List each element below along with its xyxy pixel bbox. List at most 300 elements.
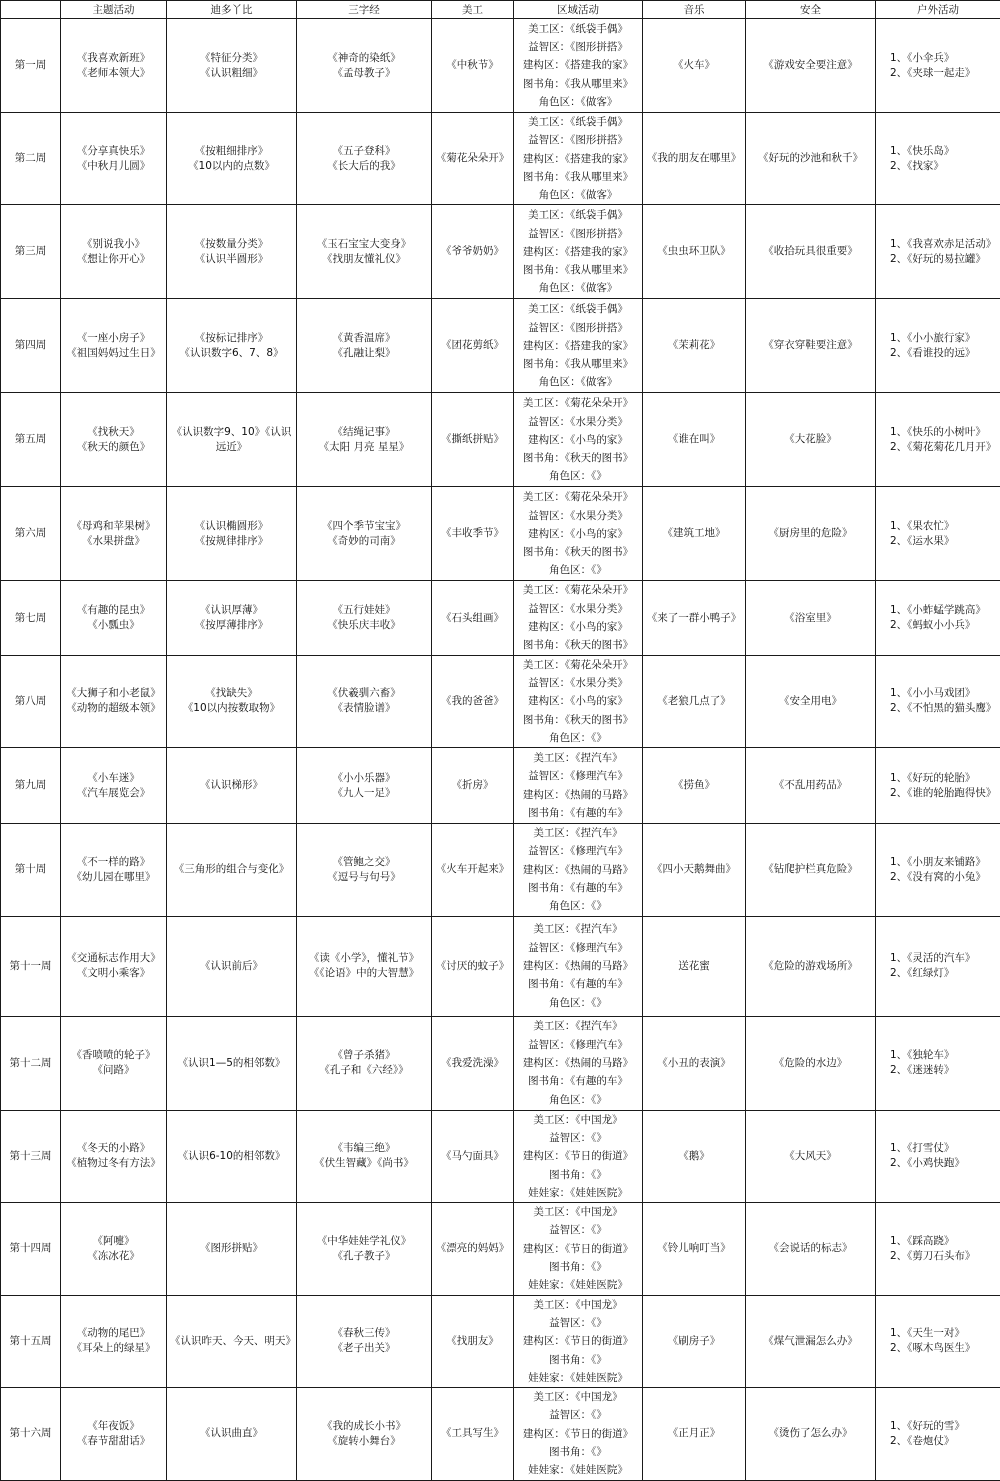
outdoor-line: 1、《天生一对》 [890, 1326, 997, 1341]
table-row [1, 205, 1000, 299]
music-cell [643, 1016, 746, 1110]
classic-line: 《伏生智藏》《尚书》 [300, 1156, 428, 1171]
classic-line: 《孔融让梨》 [300, 346, 428, 361]
header-music: 音乐 [643, 1, 746, 19]
music-cell [643, 113, 746, 205]
safety-cell [746, 916, 876, 1016]
header-classic: 三字经 [297, 1, 432, 19]
math-cell [167, 1016, 297, 1110]
outdoor-line: 1、《小蚱蜢学跳高》 [890, 603, 997, 618]
theme-cell [61, 916, 167, 1016]
region-cell [514, 581, 643, 655]
theme-cell [61, 19, 167, 113]
math-cell [167, 205, 297, 299]
region-line: 美工区：《纸袋手偶》 [517, 113, 639, 131]
math-line: 《认识昨天、今天、明天》 [170, 1334, 293, 1349]
art-line: 《找朋友》 [435, 1334, 510, 1349]
theme-line: 《找秋天》 [64, 425, 163, 440]
music-line: 《我的朋友在哪里》 [646, 151, 742, 166]
music-line: 《正月正》 [646, 1426, 742, 1441]
safety-cell [746, 393, 876, 487]
region-line: 美工区：《中国龙》 [517, 1111, 639, 1129]
region-cell [514, 1016, 643, 1110]
art-cell [432, 748, 514, 824]
math-line: 《特征分类》 [170, 51, 293, 66]
art-cell [432, 1295, 514, 1387]
classic-line: 《小小乐器》 [300, 771, 428, 786]
safety-line: 《不乱用药品》 [749, 778, 872, 793]
week-label: 第八周 [1, 655, 61, 747]
theme-line: 《别说我小》 [64, 237, 163, 252]
classic-line: 《五行娃娃》 [300, 603, 428, 618]
table-row [1, 1203, 1000, 1295]
classic-cell [297, 916, 432, 1016]
outdoor-line: 2、《夹球一起走》 [890, 66, 997, 81]
classic-cell [297, 748, 432, 824]
header-region: 区域活动 [514, 1, 643, 19]
classic-line: 《奇妙的司南》 [300, 534, 428, 549]
theme-line: 《年夜饭》 [64, 1419, 163, 1434]
region-line: 益智区：《》 [517, 1221, 639, 1239]
classic-cell [297, 1295, 432, 1387]
outdoor-cell [876, 1295, 1000, 1387]
table-row [1, 19, 1000, 113]
region-line: 美工区：《中国龙》 [517, 1203, 639, 1221]
classic-cell [297, 1110, 432, 1202]
math-line: 《三角形的组合与变化》 [170, 862, 293, 877]
classic-line: 《找朋友懂礼仪》 [300, 252, 428, 267]
region-line: 图书角：《我从哪里来》 [517, 75, 639, 93]
region-line: 益智区：《图形拼搭》 [517, 319, 639, 337]
theme-line: 《幼儿园在哪里》 [64, 870, 163, 885]
math-cell [167, 1388, 297, 1480]
theme-line: 《水果拼盘》 [64, 534, 163, 549]
theme-line: 《小车迷》 [64, 771, 163, 786]
safety-line: 《收拾玩具很重要》 [749, 244, 872, 259]
region-cell [514, 1295, 643, 1387]
music-line: 《谁在叫》 [646, 432, 742, 447]
classic-line: 《读《小学》，懂礼节》 [300, 951, 428, 966]
theme-cell [61, 393, 167, 487]
region-line: 益智区：《水果分类》 [517, 674, 639, 692]
theme-line: 《想让你开心》 [64, 252, 163, 267]
math-line: 《认识数字9、10》《认识远近》 [170, 425, 293, 455]
outdoor-line: 2、《小鸡快跑》 [890, 1156, 997, 1171]
region-line: 美工区：《菊花朵朵开》 [517, 488, 639, 506]
region-line: 益智区：《图形拼搭》 [517, 38, 639, 56]
week-label: 第十一周 [1, 916, 61, 1016]
region-cell [514, 205, 643, 299]
art-cell [432, 113, 514, 205]
theme-line: 《阿嚏》 [64, 1234, 163, 1249]
outdoor-cell [876, 1016, 1000, 1110]
region-line: 图书角：《我从哪里来》 [517, 261, 639, 279]
math-line: 《找缺失》 [170, 686, 293, 701]
region-line: 益智区：《图形拼搭》 [517, 131, 639, 149]
theme-line: 《冬天的小路》 [64, 1141, 163, 1156]
region-line: 美工区：《捏汽车》 [517, 749, 639, 767]
classic-line: 《九人一足》 [300, 786, 428, 801]
table-row [1, 299, 1000, 393]
week-label: 第一周 [1, 19, 61, 113]
music-line: 《四小天鹅舞曲》 [646, 862, 742, 877]
safety-line: 《大风天》 [749, 1149, 872, 1164]
region-line: 美工区：《中国龙》 [517, 1388, 639, 1406]
region-line: 图书角：《我从哪里来》 [517, 168, 639, 186]
safety-line: 《厨房里的危险》 [749, 526, 872, 541]
region-line: 建构区：《热闹的马路》 [517, 1054, 639, 1072]
outdoor-cell [876, 1110, 1000, 1202]
music-cell [643, 19, 746, 113]
theme-cell [61, 1110, 167, 1202]
art-cell [432, 916, 514, 1016]
classic-line: 《四个季节宝宝》 [300, 519, 428, 534]
classic-line: 《孔子和《六经》》 [300, 1063, 428, 1078]
theme-cell [61, 1388, 167, 1480]
region-line: 图书角：《秋天的图书》 [517, 449, 639, 467]
safety-line: 《好玩的沙池和秋千》 [749, 151, 872, 166]
art-line: 《漂亮的妈妈》 [435, 1241, 510, 1256]
region-line: 美工区：《纸袋手偶》 [517, 300, 639, 318]
region-line: 美工区：《捏汽车》 [517, 824, 639, 842]
music-line: 《茉莉花》 [646, 338, 742, 353]
theme-cell [61, 113, 167, 205]
table-row [1, 1110, 1000, 1202]
safety-line: 《钻爬护栏真危险》 [749, 862, 872, 877]
safety-cell [746, 487, 876, 581]
region-line: 角色区：《》 [517, 561, 639, 579]
table-row [1, 393, 1000, 487]
classic-line: 《韦编三绝》 [300, 1141, 428, 1156]
music-cell [643, 299, 746, 393]
week-label: 第十三周 [1, 1110, 61, 1202]
region-line: 图书角：《有趣的车》 [517, 975, 639, 993]
safety-line: 《大花脸》 [749, 432, 872, 447]
classic-line: 《孟母教子》 [300, 66, 428, 81]
classic-cell [297, 393, 432, 487]
region-cell [514, 487, 643, 581]
classic-line: 《曾子杀猪》 [300, 1048, 428, 1063]
music-line: 《火车》 [646, 58, 742, 73]
math-line: 《按厚薄排序》 [170, 618, 293, 633]
art-cell [432, 1203, 514, 1295]
art-line: 《中秋节》 [435, 58, 510, 73]
math-cell [167, 393, 297, 487]
art-cell [432, 581, 514, 655]
theme-cell [61, 205, 167, 299]
safety-cell [746, 19, 876, 113]
classic-line: 《表情脸谱》 [300, 701, 428, 716]
math-line: 《10以内按数取物》 [170, 701, 293, 716]
safety-cell [746, 1203, 876, 1295]
math-cell [167, 824, 297, 916]
safety-line: 《煤气泄漏怎么办》 [749, 1334, 872, 1349]
theme-line: 《动物的超级本领》 [64, 701, 163, 716]
header-math: 迪多丫比 [167, 1, 297, 19]
outdoor-cell [876, 916, 1000, 1016]
region-line: 娃娃家：《娃娃医院》 [517, 1276, 639, 1294]
week-label: 第十四周 [1, 1203, 61, 1295]
art-line: 《爷爷奶奶》 [435, 244, 510, 259]
math-line: 《认识厚薄》 [170, 603, 293, 618]
outdoor-cell [876, 581, 1000, 655]
region-line: 角色区：《》 [517, 994, 639, 1012]
classic-line: 《玉石宝宝大变身》 [300, 237, 428, 252]
outdoor-line: 2、《啄木鸟医生》 [890, 1341, 997, 1356]
classic-line: 《旋转小舞台》 [300, 1434, 428, 1449]
region-line: 益智区：《》 [517, 1129, 639, 1147]
region-line: 益智区：《》 [517, 1314, 639, 1332]
safety-cell [746, 824, 876, 916]
classic-line: 《结绳记事》 [300, 425, 428, 440]
art-line: 《马勺面具》 [435, 1149, 510, 1164]
outdoor-line: 1、《好玩的轮胎》 [890, 771, 997, 786]
art-line: 《团花剪纸》 [435, 338, 510, 353]
outdoor-cell [876, 205, 1000, 299]
classic-line: 《中华娃娃学礼仪》 [300, 1234, 428, 1249]
classic-line: 《伏羲驯六畜》 [300, 686, 428, 701]
region-line: 建构区：《节日的街道》 [517, 1147, 639, 1165]
theme-line: 《耳朵上的绿星》 [64, 1341, 163, 1356]
region-cell [514, 1388, 643, 1480]
theme-line: 《有趣的昆虫》 [64, 603, 163, 618]
classic-line: 《黄香温席》 [300, 331, 428, 346]
math-cell [167, 113, 297, 205]
classic-cell [297, 205, 432, 299]
outdoor-cell [876, 299, 1000, 393]
classic-cell [297, 655, 432, 747]
music-cell [643, 916, 746, 1016]
region-line: 角色区：《做客》 [517, 373, 639, 391]
theme-line: 《老师本领大》 [64, 66, 163, 81]
outdoor-line: 2、《蚂蚁小小兵》 [890, 618, 997, 633]
theme-line: 《汽车展览会》 [64, 786, 163, 801]
classic-line: 《我的成长小书》 [300, 1419, 428, 1434]
region-line: 建构区：《节日的街道》 [517, 1240, 639, 1258]
header-theme: 主题活动 [61, 1, 167, 19]
math-line: 《认识曲直》 [170, 1426, 293, 1441]
outdoor-line: 1、《独轮车》 [890, 1048, 997, 1063]
outdoor-line: 2、《迷迷转》 [890, 1063, 997, 1078]
week-label: 第十二周 [1, 1016, 61, 1110]
outdoor-line: 1、《打雪仗》 [890, 1141, 997, 1156]
art-line: 《折房》 [435, 778, 510, 793]
art-line: 《石头组画》 [435, 611, 510, 626]
music-cell [643, 393, 746, 487]
theme-line: 《冻冰花》 [64, 1249, 163, 1264]
region-line: 角色区：《》 [517, 897, 639, 915]
region-line: 图书角：《》 [517, 1443, 639, 1461]
art-line: 《火车开起来》 [435, 862, 510, 877]
classic-cell [297, 1016, 432, 1110]
table-row [1, 655, 1000, 747]
classic-line: 《太阳 月亮 星星》 [300, 440, 428, 455]
region-line: 图书角：《》 [517, 1258, 639, 1276]
region-line: 建构区：《搭建我的家》 [517, 337, 639, 355]
music-line: 《鹅》 [646, 1149, 742, 1164]
music-line: 《刷房子》 [646, 1334, 742, 1349]
week-label: 第十六周 [1, 1388, 61, 1480]
theme-line: 《小瓢虫》 [64, 618, 163, 633]
header-art: 美工 [432, 1, 514, 19]
art-cell [432, 299, 514, 393]
theme-line: 《动物的尾巴》 [64, 1326, 163, 1341]
region-cell [514, 113, 643, 205]
table-body [1, 19, 1000, 1481]
week-label: 第十周 [1, 824, 61, 916]
region-cell [514, 19, 643, 113]
table-row [1, 1388, 1000, 1480]
region-cell [514, 1203, 643, 1295]
region-line: 角色区：《》 [517, 1091, 639, 1109]
math-cell [167, 655, 297, 747]
region-line: 益智区：《修理汽车》 [517, 767, 639, 785]
safety-cell [746, 205, 876, 299]
music-line: 《建筑工地》 [646, 526, 742, 541]
region-line: 图书角：《有趣的车》 [517, 1072, 639, 1090]
outdoor-line: 1、《快乐岛》 [890, 144, 997, 159]
math-cell [167, 487, 297, 581]
region-line: 图书角：《》 [517, 1351, 639, 1369]
outdoor-line: 2、《好玩的易拉罐》 [890, 252, 997, 267]
region-line: 图书角：《有趣的车》 [517, 804, 639, 822]
theme-line: 《问路》 [64, 1063, 163, 1078]
region-line: 图书角：《我从哪里来》 [517, 355, 639, 373]
region-line: 益智区：《水果分类》 [517, 507, 639, 525]
outdoor-cell [876, 1203, 1000, 1295]
classic-line: 《长大后的我》 [300, 159, 428, 174]
music-line: 《来了一群小鸭子》 [646, 611, 742, 626]
safety-cell [746, 1388, 876, 1480]
art-cell [432, 824, 514, 916]
theme-line: 《香喷喷的轮子》 [64, 1048, 163, 1063]
art-line: 《我的爸爸》 [435, 694, 510, 709]
theme-line: 《秋天的颜色》 [64, 440, 163, 455]
table-row [1, 1016, 1000, 1110]
outdoor-line: 2、《谁的轮胎跑得快》 [890, 786, 997, 801]
safety-line: 《浴室里》 [749, 611, 872, 626]
region-cell [514, 1110, 643, 1202]
theme-cell [61, 1295, 167, 1387]
region-line: 建构区：《节日的街道》 [517, 1332, 639, 1350]
region-line: 娃娃家：《娃娃医院》 [517, 1461, 639, 1479]
region-line: 美工区：《捏汽车》 [517, 1017, 639, 1035]
region-line: 美工区：《菊花朵朵开》 [517, 656, 639, 674]
outdoor-cell [876, 1388, 1000, 1480]
math-line: 《认识梯形》 [170, 778, 293, 793]
safety-cell [746, 1110, 876, 1202]
outdoor-line: 1、《小小马戏团》 [890, 686, 997, 701]
classic-line: 《快乐庆丰收》 [300, 618, 428, 633]
region-line: 益智区：《修理汽车》 [517, 1036, 639, 1054]
region-line: 建构区：《热闹的马路》 [517, 957, 639, 975]
outdoor-cell [876, 824, 1000, 916]
region-line: 建构区：《小鸟的家》 [517, 525, 639, 543]
music-cell [643, 655, 746, 747]
week-label: 第三周 [1, 205, 61, 299]
region-cell [514, 393, 643, 487]
outdoor-line: 2、《红绿灯》 [890, 966, 997, 981]
region-line: 益智区：《修理汽车》 [517, 939, 639, 957]
region-line: 美工区：《纸袋手偶》 [517, 20, 639, 38]
classic-line: 《管鲍之交》 [300, 855, 428, 870]
music-line: 《虫虫环卫队》 [646, 244, 742, 259]
art-cell [432, 655, 514, 747]
music-line: 《老狼几点了》 [646, 694, 742, 709]
region-line: 益智区：《水果分类》 [517, 413, 639, 431]
region-line: 建构区：《热闹的马路》 [517, 861, 639, 879]
region-line: 图书角：《秋天的图书》 [517, 543, 639, 561]
outdoor-line: 1、《果农忙》 [890, 519, 997, 534]
outdoor-line: 1、《踩高跷》 [890, 1234, 997, 1249]
outdoor-line: 2、《卷炮仗》 [890, 1434, 997, 1449]
math-line: 《10以内的点数》 [170, 159, 293, 174]
region-line: 建构区：《节日的街道》 [517, 1425, 639, 1443]
music-cell [643, 205, 746, 299]
safety-line: 《会说话的标志》 [749, 1241, 872, 1256]
region-line: 角色区：《做客》 [517, 186, 639, 204]
safety-line: 《穿衣穿鞋要注意》 [749, 338, 872, 353]
math-line: 《按粗细排序》 [170, 144, 293, 159]
math-line: 《认识椭圆形》 [170, 519, 293, 534]
region-line: 美工区：《中国龙》 [517, 1296, 639, 1314]
outdoor-cell [876, 748, 1000, 824]
theme-line: 《春节甜甜话》 [64, 1434, 163, 1449]
region-line: 图书角：《秋天的图书》 [517, 711, 639, 729]
math-cell [167, 1295, 297, 1387]
classic-cell [297, 19, 432, 113]
safety-cell [746, 113, 876, 205]
art-cell [432, 1110, 514, 1202]
theme-line: 《分享真快乐》 [64, 144, 163, 159]
theme-cell [61, 748, 167, 824]
classic-line: 《孔子教子》 [300, 1249, 428, 1264]
outdoor-line: 1、《灵活的汽车》 [890, 951, 997, 966]
theme-cell [61, 1203, 167, 1295]
region-cell [514, 916, 643, 1016]
outdoor-line: 2、《找家》 [890, 159, 997, 174]
math-line: 《按规律排序》 [170, 534, 293, 549]
safety-line: 《游戏安全要注意》 [749, 58, 872, 73]
music-cell [643, 487, 746, 581]
outdoor-line: 2、《没有窝的小兔》 [890, 870, 997, 885]
music-cell [643, 1110, 746, 1202]
region-line: 建构区：《搭建我的家》 [517, 150, 639, 168]
outdoor-line: 2、《菊花菊花几月开》 [890, 440, 997, 455]
week-label: 第六周 [1, 487, 61, 581]
outdoor-line: 1、《小伞兵》 [890, 51, 997, 66]
region-cell [514, 824, 643, 916]
outdoor-line: 1、《小小旅行家》 [890, 331, 997, 346]
theme-line: 《祖国妈妈过生日》 [64, 346, 163, 361]
theme-cell [61, 581, 167, 655]
art-cell [432, 19, 514, 113]
art-line: 《菊花朵朵开》 [435, 151, 510, 166]
theme-line: 《中秋月儿圆》 [64, 159, 163, 174]
math-line: 《认识1—5的相邻数》 [170, 1056, 293, 1071]
safety-cell [746, 581, 876, 655]
week-label: 第七周 [1, 581, 61, 655]
classic-cell [297, 113, 432, 205]
classic-line: 《逗号与句号》 [300, 870, 428, 885]
outdoor-line: 2、《运水果》 [890, 534, 997, 549]
safety-line: 《烫伤了怎么办》 [749, 1426, 872, 1441]
outdoor-line: 1、《我喜欢赤足活动》 [890, 237, 997, 252]
music-cell [643, 581, 746, 655]
theme-line: 《母鸡和苹果树》 [64, 519, 163, 534]
classic-line: 《春秋三传》 [300, 1326, 428, 1341]
music-line: 《小丑的表演》 [646, 1056, 742, 1071]
